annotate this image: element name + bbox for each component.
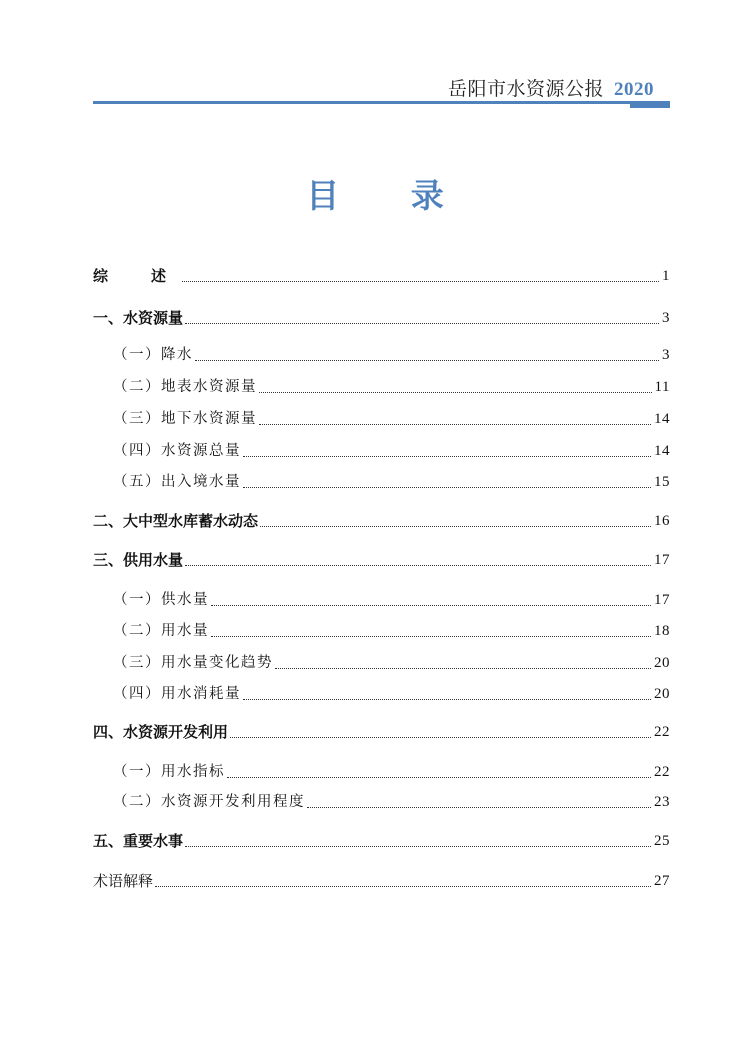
toc-dot-leader	[243, 486, 651, 488]
toc-page-number: 20	[654, 655, 670, 671]
toc-dot-leader	[182, 280, 659, 282]
toc-entry-label: 五、重要水事	[93, 832, 184, 850]
toc-dot-leader	[211, 604, 651, 606]
toc-page-number: 14	[654, 443, 670, 459]
toc-page-number: 17	[654, 552, 670, 568]
toc-entry[interactable]	[93, 791, 670, 813]
toc-entry[interactable]	[93, 683, 670, 705]
toc-dot-leader	[260, 525, 651, 527]
toc-page-number: 22	[654, 724, 670, 740]
toc-page-number: 25	[654, 833, 670, 849]
toc-page-number: 16	[654, 513, 670, 529]
toc-entry-label: （二）用水量	[113, 623, 209, 639]
toc-entry-label: 二、大中型水库蓄水动态	[93, 512, 259, 530]
toc-dot-leader	[307, 806, 651, 808]
toc-dot-leader	[259, 423, 651, 425]
toc-page-number: 1	[662, 268, 670, 284]
toc-dot-leader	[195, 359, 659, 361]
toc-entry[interactable]	[93, 265, 670, 287]
toc-entry-label: 四、水资源开发利用	[93, 723, 229, 741]
toc-entry[interactable]	[93, 376, 670, 398]
toc-entry-label: （二）水资源开发利用程度	[113, 794, 305, 810]
toc-page-number: 3	[662, 347, 670, 363]
toc-page-number: 18	[654, 623, 670, 639]
toc-entry-label: 三、供用水量	[93, 551, 184, 569]
toc-entry-label: （一）降水	[113, 347, 193, 363]
header-title: 岳阳市水资源公报	[447, 78, 604, 100]
toc-entry[interactable]	[93, 510, 670, 532]
toc-dot-leader	[185, 564, 651, 566]
toc-entry-label: （一）供水量	[113, 592, 209, 608]
toc-entry-label: （二）地表水资源量	[113, 379, 257, 395]
toc-dot-leader	[243, 698, 651, 700]
toc-page-number: 14	[654, 411, 670, 427]
toc-page-number: 27	[654, 873, 670, 889]
toc-page-number: 22	[654, 764, 670, 780]
toc-entry-label: （三）用水量变化趋势	[113, 655, 273, 671]
toc-entry[interactable]	[93, 344, 670, 366]
header-title-block	[448, 74, 654, 101]
toc-entry[interactable]	[93, 761, 670, 783]
toc-dot-leader	[275, 667, 651, 669]
toc-page-number: 23	[654, 794, 670, 810]
toc-entry-label: （一）用水指标	[113, 764, 225, 780]
toc-page-number: 17	[654, 592, 670, 608]
toc-page-number: 3	[662, 310, 670, 326]
toc-entry-label: 一、水资源量	[93, 309, 184, 327]
header-rule	[93, 101, 670, 104]
toc-dot-leader	[155, 885, 651, 887]
toc-entry[interactable]	[93, 620, 670, 642]
toc-entry[interactable]	[93, 440, 670, 462]
toc-entry-label: 综 述	[93, 267, 181, 285]
toc-entry[interactable]	[93, 408, 670, 430]
toc-entry-label: （三）地下水资源量	[113, 411, 257, 427]
toc-entry-label: 术语解释	[93, 872, 154, 890]
toc-entry[interactable]	[93, 870, 670, 892]
toc-entry[interactable]	[93, 652, 670, 674]
toc-entry[interactable]	[93, 589, 670, 611]
toc-dot-leader	[230, 736, 651, 738]
toc-entry-label: （四）用水消耗量	[113, 686, 241, 702]
toc-entry[interactable]	[93, 471, 670, 493]
toc-dot-leader	[211, 635, 651, 637]
toc-dot-leader	[185, 845, 651, 847]
toc-entry[interactable]	[93, 721, 670, 743]
toc-entry[interactable]	[93, 307, 670, 329]
header-year: 2020	[614, 79, 654, 100]
toc-page-number: 20	[654, 686, 670, 702]
toc-page-number: 11	[654, 379, 670, 395]
toc-entry[interactable]	[93, 549, 670, 571]
toc-dot-leader	[227, 776, 651, 778]
page-header	[93, 70, 670, 110]
toc-dot-leader	[243, 455, 651, 457]
toc-entry[interactable]	[93, 830, 670, 852]
toc-page-number: 15	[654, 474, 670, 490]
toc-dot-leader	[259, 391, 652, 393]
header-rule-tab	[630, 104, 670, 108]
toc-dot-leader	[185, 322, 659, 324]
toc-entry-label: （四）水资源总量	[113, 443, 241, 459]
toc-entry-label: （五）出入境水量	[113, 474, 241, 490]
page-title: 目 录	[306, 176, 474, 215]
